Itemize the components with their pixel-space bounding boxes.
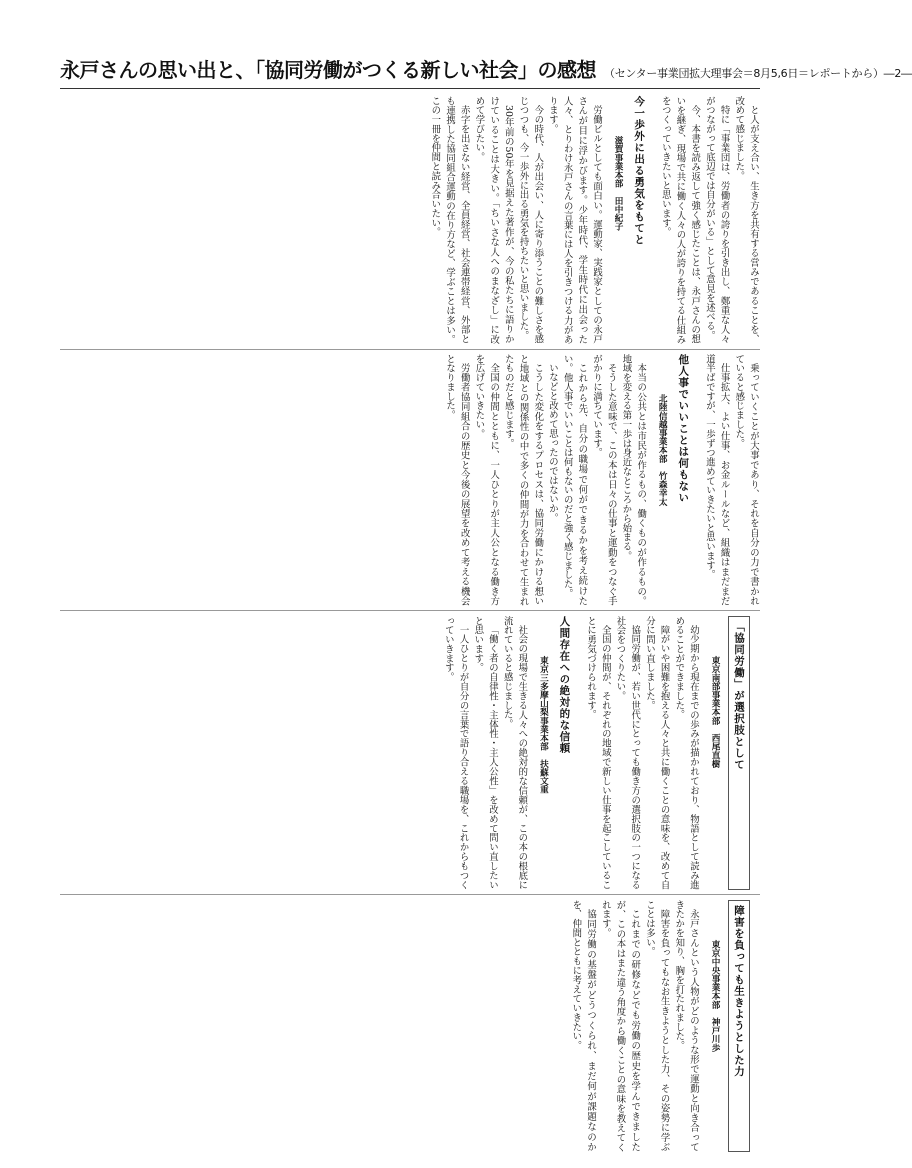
article-section-1 [60,96,760,344]
section-heading: 今一歩外に出る勇気をもてと [633,96,646,246]
paragraph: これまでの研修などでも労働の歴史を学んできましたが、この本はまた違う角度から働くことの意味を教えてくれます。 [599,900,641,1152]
paragraph: 協同労働が、若い世代にとっても働き方の選択肢の一つになる社会をつくりたい。 [614,616,641,890]
paragraph: 一人ひとりが自分の言葉で語り合える職場を、これからもつくっていきます。 [442,616,469,890]
section-heading: 人間存在への絶対的な信頼 [558,616,571,754]
article-section-4 [60,900,760,1152]
page-subtitle: （センター事業団拡大理事会＝8月5,6日＝レポートから）―2― [604,67,912,80]
page-title: 永戸さんの思い出と、「協同労働がつくる新しい社会」の感想 [60,58,596,82]
paragraph: 障がいや困難を抱える人々と共に働くことの意味を、改めて自分に問い直しました。 [643,616,670,890]
paragraph: 全国の仲間が、それぞれの地域で新しい仕事を起こしていることに勇気づけられます。 [585,616,611,890]
paragraph: 労働ビルとしても面白い。運動家、実践家としての永戸さんが目に浮かびます。少年時代、学生時代に出会った人々、とりわけ永戸さんの言葉には人を引きつける力があります。 [546,96,603,344]
paragraph: 永戸さんという人物がどのような形で運動と向き合ってきたかを知り、胸を打たれました。 [673,900,699,1152]
section-heading: 他人事でいいことは何もない [677,354,690,504]
paragraph: 乗っていくことが大事であり、それを自分の力で書かれていると感じました。 [733,354,759,606]
paragraph: 30年前の50年を見据えた著作が、今の私たちに語りかけていることは大きい。「ちいさな人へのまなざし」に改めて学びたい。 [473,96,514,344]
paragraph: 赤字を出さない経営、全員経営、社会連帯経営、外部とも連携した協同組合運動の在り方など、学ぶことは多い。この一冊を仲間と読み合いたい。 [429,96,470,344]
paragraph: 「働く者の自律性・主体性・主人公性」を改めて問い直したいと思います。 [472,616,498,890]
paragraph: 労働者協同組合の歴史と今後の展望を改めて考える機会となりました。 [444,354,470,606]
author-byline: 滋賀事業本部 田中紀子 [613,136,624,231]
paragraph: 協同労働の基盤がどうつくられ、まだ何が課題なのかを、仲間とともに考えていきたい。 [570,900,597,1152]
paragraph: 障害を負ってもなお生きようとした力、その姿勢に学ぶことは多い。 [643,900,670,1152]
section-heading: 障害を負っても生きようとした力 [728,900,750,1152]
paragraph: 仕事拡大、よい仕事、お金ルールなど、組織はまだまだ道半ばですが、一歩ずつ進めていきたいと思います。 [703,354,730,606]
paragraph: そうした意味で、この本は日々の仕事と運動をつなぐ手がかりに満ちています。 [591,354,617,606]
paragraph: こうした変化をするプロセスは、協同労働にかける想いと地域との関係性の中で多くの仲間が力を合わせて生まれたものだと感じます。 [502,354,544,606]
paragraph: 本当の公共とは市民が作るもの、働くものが作るもの。地域を変える第一歩は身近なところから始まる。 [620,354,647,606]
paragraph: 特に「事業団は、労働者の誇りを引き出し、鄭重な人々がつながって底辺では自分がいる」として意見を述べる。 [703,96,730,344]
section-divider [60,610,760,611]
section-heading: 「協同労働」が選択肢として [728,616,750,890]
paragraph: いなどと改めて思ったのではないか。 [546,363,558,524]
section-divider [60,894,760,895]
paragraph: 今の時代、人が出会い、人に寄り添うことの難しさを感じつつも、今一歩外に出る勇気を持ちたいと思いました。 [517,96,544,344]
author-byline: 東京中央事業本部 神戸川歩 [710,940,720,1052]
paragraph: これから先、自分の職場で何ができるかを考え続けたい。他人事でいいことは何もないのだと強く感じました。 [561,354,588,606]
article-section-3 [60,616,760,890]
paragraph: 今、本書を読み返して強く感じたことは、永戸さんの想いを継ぎ、現場で共に働く人々の人が誇りを持てる仕組みをつくっていきたいと思います。 [659,96,701,344]
paragraph: 社会の現場で生きる人々への絶対的な信頼が、この本の根底に流れていると感じました。 [501,616,528,890]
title-divider [60,88,760,89]
paragraph: と人が支え合い、生き方を共有する営みであることを、改めて感じました。 [733,96,759,344]
section-divider [60,349,760,350]
article-header [60,54,912,86]
author-byline: 北陸信越事業本部 竹森幸太 [657,394,668,506]
author-byline: 東京南部事業本部 西尾直樹 [710,656,720,768]
paragraph: 幼少期から現在までの歩みが描かれており、物語として読み進めることができました。 [673,616,699,890]
paragraph: 全国の仲間とともに、一人ひとりが主人公となる働き方を広げていきたい。 [473,354,500,606]
article-section-2 [60,354,760,606]
author-byline: 東京三多摩山梨事業本部 扶蘇文重 [538,656,549,794]
